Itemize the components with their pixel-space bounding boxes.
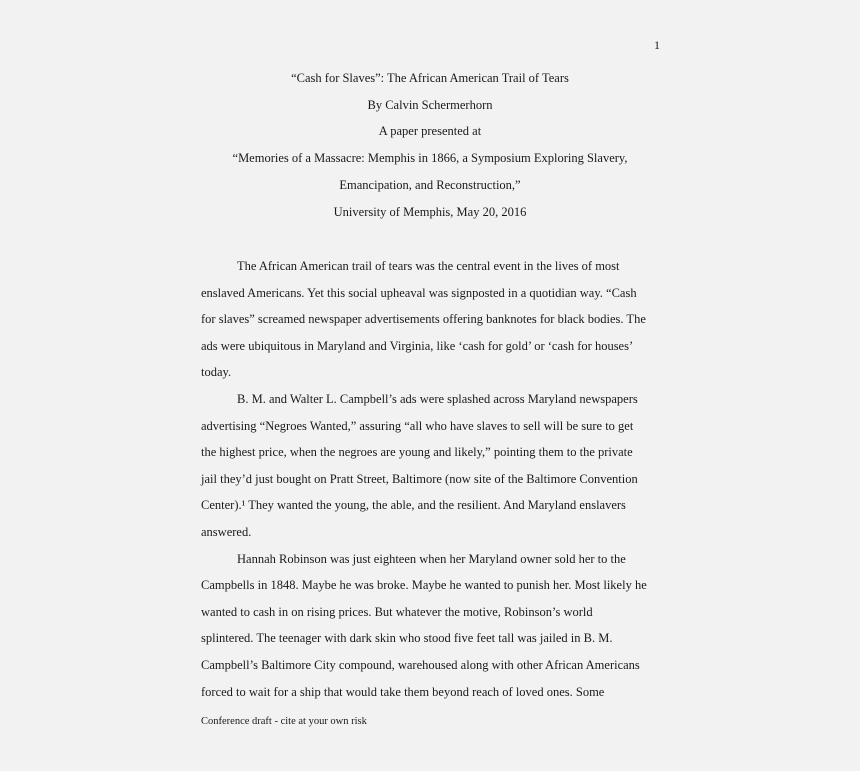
body-line: B. M. and Walter L. Campbell’s ads were splashed across Maryland newspapers bbox=[237, 391, 638, 406]
presented-at: A paper presented at bbox=[378, 124, 482, 138]
body-line: today. bbox=[201, 365, 232, 380]
page-number: 1 bbox=[654, 38, 660, 52]
body-line: splintered. The teenager with dark skin who stood five feet tall was jailed in B. M. bbox=[201, 631, 613, 646]
symposium-line-2: Emancipation, and Reconstruction,” bbox=[339, 178, 521, 192]
body-line: Campbell’s Baltimore City compound, warehoused along with other African Americans bbox=[201, 657, 640, 672]
body-line: for slaves” screamed newspaper advertisements offering banknotes for black bodies. The bbox=[201, 312, 646, 327]
body-line: Center).¹ They wanted the young, the able, and the resilient. And Maryland enslavers bbox=[201, 498, 626, 513]
body-line: forced to wait for a ship that would take them beyond reach of loved ones. Some bbox=[201, 684, 605, 699]
footer-note: Conference draft - cite at your own risk bbox=[201, 716, 367, 727]
body-line: advertising “Negroes Wanted,” assuring “all who have slaves to sell will be sure to get bbox=[201, 418, 634, 433]
body-text bbox=[201, 253, 671, 705]
body-line: Hannah Robinson was just eighteen when her Maryland owner sold her to the bbox=[237, 551, 626, 566]
body-line: answered. bbox=[201, 524, 252, 539]
venue-date: University of Memphis, May 20, 2016 bbox=[333, 205, 527, 219]
body-line: the highest price, when the negroes are young and likely,” pointing them to the private bbox=[201, 445, 633, 460]
body-line: ads were ubiquitous in Maryland and Virginia, like ‘cash for gold’ or ‘cash for houses’ bbox=[201, 338, 634, 353]
body-line: jail they’d just bought on Pratt Street, Baltimore (now site of the Baltimore Convention bbox=[201, 471, 638, 486]
body-line: enslaved Americans. Yet this social upheaval was signposted in a quotidian way. “Cash bbox=[201, 285, 637, 300]
body-line: The African American trail of tears was the central event in the lives of most bbox=[237, 259, 620, 273]
body-line: Campbells in 1848. Maybe he was broke. Maybe he wanted to punish her. Most likely he bbox=[201, 578, 647, 593]
symposium-line-1: “Memories of a Massacre: Memphis in 1866, a Symposium Exploring Slavery, bbox=[232, 151, 628, 165]
byline: By Calvin Schermerhorn bbox=[367, 98, 493, 112]
body-line: wanted to cash in on rising prices. But whatever the motive, Robinson’s world bbox=[201, 604, 593, 619]
paper-title: “Cash for Slaves”: The African American Trail of Tears bbox=[291, 71, 569, 85]
